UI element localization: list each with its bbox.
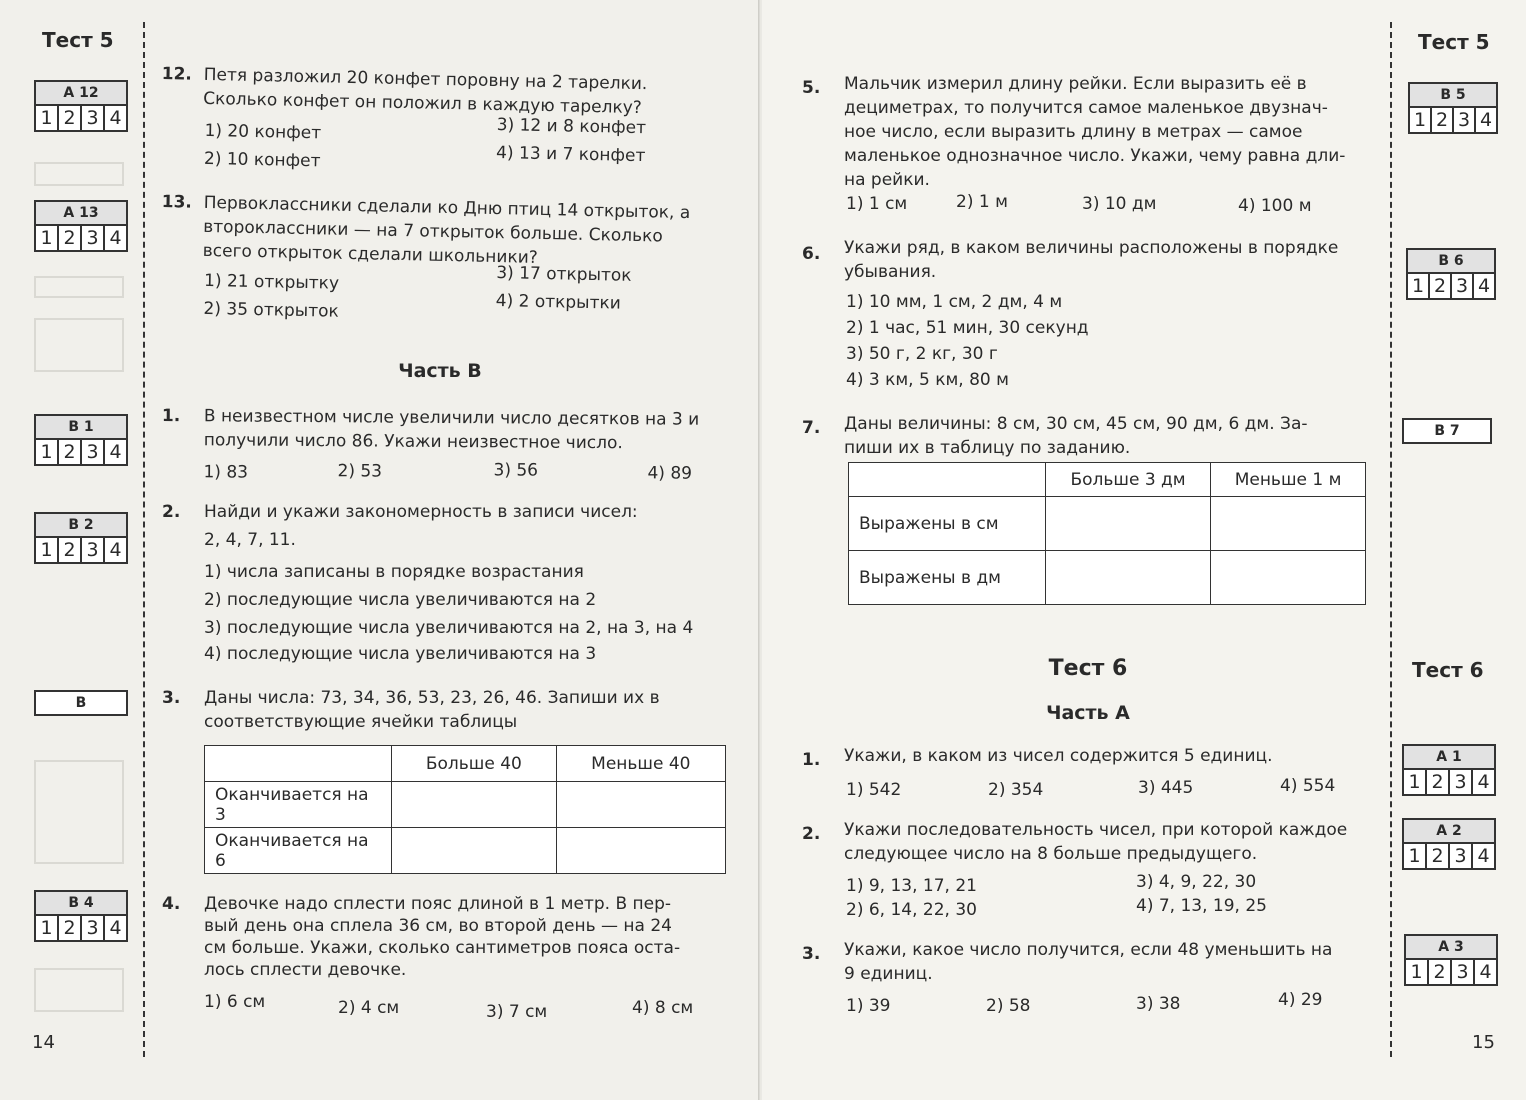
option[interactable]: 1) 20 конфет [204,120,322,144]
option[interactable]: 2) 1 м [956,192,1008,212]
option[interactable]: 1) 6 см [204,992,266,1012]
right-page [762,0,1526,1100]
option[interactable]: 3) 56 [493,460,539,481]
option[interactable]: 2) 35 открыток [203,298,339,322]
question-7: 7. Даны величины: 8 см, 30 см, 45 см, 90 дм, 6 дм. За- пиши их в таблицу по заданию. [802,414,1308,458]
answer-badge-b7[interactable]: В 7 [1402,418,1492,444]
option[interactable]: 3) 12 и 8 конфет [496,115,647,139]
question-12: 12. Петя разложил 20 конфет поровну на 2 тарелки. Сколько конфет он положил в каждую тарелку? 1) 20 конфет 2) 10 конфет 3) 12 и 8 конфет 4) 13 и 7 конфет [161,63,648,172]
page-number: 15 [1472,1032,1495,1053]
answer-badge-b4: В 4 1 2 3 4 [34,890,128,942]
answer-cell[interactable] [1211,497,1366,551]
answer-badge-a1: А 1 1 2 3 4 [1402,744,1496,796]
answer-badge-a3: А 3 1 2 3 4 [1404,934,1498,986]
answer-cell[interactable] [392,782,557,828]
answer-cell[interactable] [556,782,725,828]
option[interactable]: 1) 1 см [846,194,908,214]
question-a1: 1. Укажи, в каком из чисел содержится 5 единиц. 1) 542 2) 354 3) 445 4) 554 [802,746,1336,800]
option[interactable]: 3) 10 дм [1082,194,1157,214]
answer-cell[interactable] [392,828,557,874]
question-6: 6. Укажи ряд, в каком величины расположены в порядке убывания. 1) 10 мм, 1 см, 2 дм, 4 м 2) 1 час, 51 мин, 30 секунд 3) 50 г, 2 кг, 30 г 4) 3 км, 5 км, 80 м [802,238,1339,390]
answer-badge-a12: А 12 1 2 3 4 [34,80,128,132]
question-b2: 2. Найди и укажи закономерность в записи чисел: 2, 4, 7, 11. 1) числа записаны в порядке возрастания 2) последующие числа увеличиваются на 2 3) последующие числа увеличиваются на 2, на 3, на 4 4) последующие числа увеличиваются на 3 [162,502,694,664]
option[interactable]: 3) 7 см [486,1002,548,1022]
question-13: 13. Первоклассники сделали ко Дню птиц 14 открыток, а второклассники — на 7 открыток больше. Сколько всего открыток сделали школьники? 1) 21 открытку 2) 35 открыток 3) 17 открыток 4) 2 открытки [161,191,691,322]
question-a3: 3. Укажи, какое число получится, если 48 уменьшить на 9 единиц. 1) 39 2) 58 3) 38 4) 29 [802,940,1333,1016]
answer-badge-b5: В 5 1 2 3 4 [1408,82,1498,134]
answer-cell[interactable] [1046,497,1211,551]
option[interactable]: 2) 6, 14, 22, 30 [846,900,977,920]
option[interactable]: 1) 21 открытку [203,270,340,294]
option[interactable]: 3) 38 [1136,994,1181,1014]
option[interactable]: 1) 10 мм, 1 см, 2 дм, 4 м [846,292,1063,312]
page-number: 14 [32,1032,55,1053]
left-page [0,0,760,1100]
option[interactable]: 1) 542 [846,780,902,800]
answer-badge-b3[interactable]: В [34,690,128,716]
option[interactable]: 4) 554 [1280,776,1336,796]
answer-cell[interactable] [556,828,725,874]
option[interactable]: 2) 53 [337,461,383,482]
option[interactable]: 2) 1 час, 51 мин, 30 секунд [846,318,1089,338]
option[interactable]: 4) 2 открытки [495,291,622,314]
cut-line [1390,22,1392,1057]
option[interactable]: 1) 83 [203,462,249,483]
question-a2: 2. Укажи последовательность чисел, при которой каждое следующее число на 8 больше предыдущего. 1) 9, 13, 17, 21 2) 6, 14, 22, 30 3) 4, 9, 22, 30 4) 7, 13, 19, 25 [802,820,1348,920]
test-title: Тест 6 [1048,656,1128,681]
cut-line [143,22,145,1057]
option[interactable]: 4) 13 и 7 конфет [495,143,646,167]
faded-badge [34,760,124,864]
answer-badge-a13: А 13 1 2 3 4 [34,200,128,252]
answer-table-7: Больше 3 дм Меньше 1 м Выражены в см Выражены в дм [848,462,1366,605]
option[interactable]: 2) 4 см [338,998,400,1018]
faded-badge [34,318,124,372]
option[interactable]: 1) числа записаны в порядке возрастания [204,562,584,582]
answer-badge-b2: В 2 1 2 3 4 [34,512,128,564]
faded-badge [34,968,124,1012]
option[interactable]: 2) 354 [988,780,1044,800]
option[interactable]: 3) последующие числа увеличиваются на 2, на 3, на 4 [204,618,694,638]
section-heading: Часть А [1046,702,1130,724]
answer-badge-a2: А 2 1 2 3 4 [1402,818,1496,870]
option[interactable]: 4) последующие числа увеличиваются на 3 [204,644,597,664]
test-label: Тест 5 [1418,30,1490,54]
option[interactable]: 3) 445 [1138,778,1194,798]
question-b3: 3. Даны числа: 73, 34, 36, 53, 23, 26, 46. Запиши их в соответствующие ячейки таблицы [162,688,660,732]
answer-cell[interactable] [1046,551,1211,605]
test-label: Тест 6 [1412,658,1484,682]
section-heading: Часть В [398,360,482,382]
answer-cell[interactable] [1211,551,1366,605]
option[interactable]: 2) последующие числа увеличиваются на 2 [204,590,597,610]
option[interactable]: 4) 3 км, 5 км, 80 м [846,370,1009,390]
option[interactable]: 2) 58 [986,996,1031,1016]
answer-table-b3: Больше 40 Меньше 40 Оканчивается на 3 Оканчивается на 6 [204,745,726,874]
option[interactable]: 4) 8 см [632,998,694,1018]
option[interactable]: 3) 17 открыток [496,263,632,286]
option[interactable]: 3) 50 г, 2 кг, 30 г [846,344,998,364]
option[interactable]: 4) 29 [1278,990,1323,1010]
question-b4: 4. Девочке надо сплести пояс длиной в 1 метр. В пер- вый день она сплела 36 см, во второй день — на 24 см больше. Укажи, сколько сантиметров пояса оста- лось сплести девочке. 1) 6 см 2) 4 см 3) 7 см 4) 8 см [162,894,694,1022]
option[interactable]: 1) 39 [846,996,891,1016]
option[interactable]: 4) 89 [647,463,693,484]
option[interactable]: 3) 4, 9, 22, 30 [1136,872,1257,892]
option[interactable]: 4) 7, 13, 19, 25 [1136,896,1267,916]
question-b1: 1. В неизвестном числе увеличили число десятков на 3 и получили число 86. Укажи неизвестное число. 1) 83 2) 53 3) 56 4) 89 [161,405,700,484]
option[interactable]: 2) 10 конфет [203,148,321,172]
test-label: Тест 5 [42,28,114,52]
question-5: 5. Мальчик измерил длину рейки. Если выразить её в дециметрах, то получится самое маленькое двузнач- ное число, если выразить длину в метрах — самое маленькое однозначное число. Укажи, чему равна дли- на рейки. 1) 1 см 2) 1 м 3) 10 дм 4) 100 м [802,74,1346,216]
option[interactable]: 1) 9, 13, 17, 21 [846,876,977,896]
answer-badge-b6: В 6 1 2 3 4 [1406,248,1496,300]
option[interactable]: 4) 100 м [1238,196,1312,216]
faded-badge [34,162,124,186]
faded-badge [34,276,124,298]
answer-badge-b1: В 1 1 2 3 4 [34,414,128,466]
